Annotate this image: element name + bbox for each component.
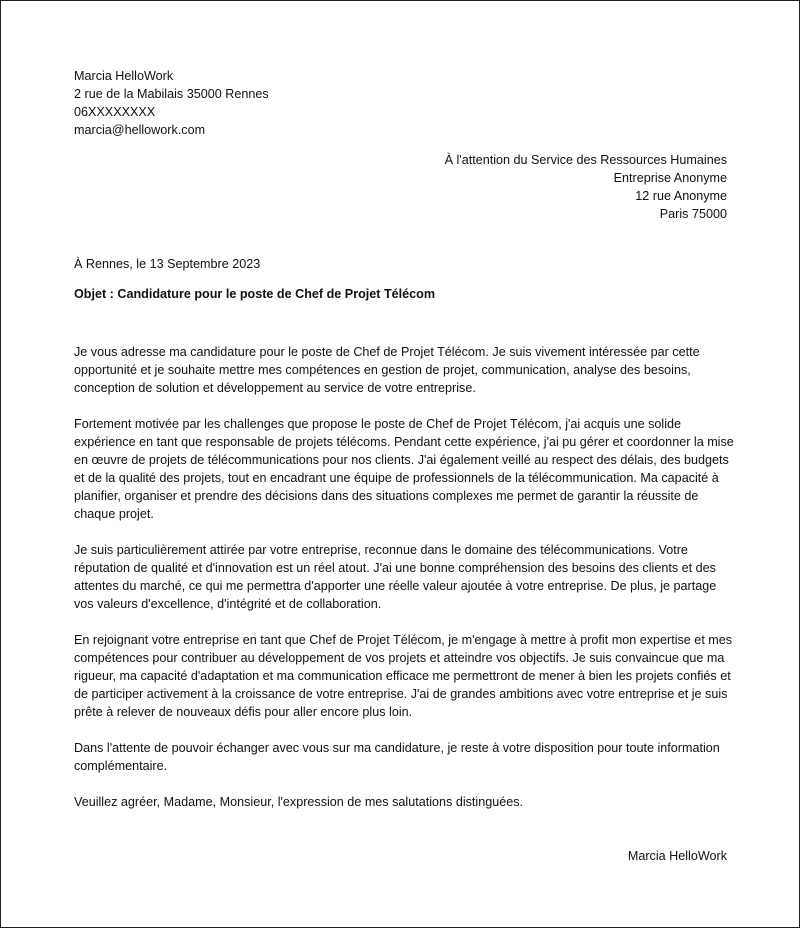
body-paragraph: Je vous adresse ma candidature pour le poste de Chef de Projet Télécom. Je suis vivement intéressée par cette opportunité et je souhaite mettre mes compétences en gestion de projet, communication, analyse des besoins, conception de solution et développement au service de votre entreprise. xyxy=(74,345,700,395)
closing-paragraph: Veuillez agréer, Madame, Monsieur, l'expression de mes salutations distinguées. xyxy=(74,795,524,809)
recipient-block xyxy=(367,151,727,223)
sender-address: 2 rue de la Mabilais 35000 Rennes xyxy=(74,87,269,101)
recipient-street: 12 rue Anonyme xyxy=(635,189,727,203)
recipient-city: Paris 75000 xyxy=(659,207,727,221)
sender-phone: 06XXXXXXXX xyxy=(74,105,156,119)
recipient-attention: À l'attention du Service des Ressources Humaines xyxy=(444,153,727,167)
body-paragraph: Je suis particulièrement attirée par votre entreprise, reconnue dans le domaine des télécommunications. Votre réputation de qualité et d'innovation est un réel atout. J'ai une bonne compréhension des besoins des clients et des attentes du marché, ce qui me permettra d'apporter une réelle valeur ajoutée à votre entreprise. De plus, je partage vos valeurs d'excellence, d'intégrité et de collaboration. xyxy=(74,543,717,611)
body-paragraph: Fortement motivée par les challenges que propose le poste de Chef de Projet Télécom, j'ai acquis une solide expérience en tant que responsable de projets télécoms. Pendant cette expérience, j'ai pu gérer et coordonner la mise en œuvre de projets de télécommunications pour nos clients. J'ai également veillé au respect des délais, des budgets et de la qualité des projets, tout en encadrant une équipe de professionnels de la télécommunication. Ma capacité à planifier, organiser et prendre des décisions dans des situations complexes me permet de garantir la réussite de chaque projet. xyxy=(74,417,734,521)
sender-block xyxy=(74,67,394,139)
subject-line: Objet : Candidature pour le poste de Chef de Projet Télécom xyxy=(74,287,436,301)
sender-email: marcia@hellowork.com xyxy=(74,123,206,137)
body-paragraph: En rejoignant votre entreprise en tant que Chef de Projet Télécom, je m'engage à mettre à profit mon expertise et mes compétences pour contribuer au développement de vos projets et atteindre vos objectifs. Je suis convaincue que ma rigueur, ma capacité d'adaptation et ma communication efficace me permettront de mener à bien les projets confiés et de participer activement à la croissance de votre entreprise. J'ai de grandes ambitions avec votre entreprise et je suis prête à relever de nouveaux défis pour aller encore plus loin. xyxy=(74,633,733,719)
recipient-company: Entreprise Anonyme xyxy=(613,171,727,185)
date-line: À Rennes, le 13 Septembre 2023 xyxy=(74,257,261,271)
signature: Marcia HelloWork xyxy=(627,849,727,863)
letter-body xyxy=(74,343,734,829)
body-paragraph: Dans l'attente de pouvoir échanger avec vous sur ma candidature, je reste à votre disposition pour toute information complémentaire. xyxy=(74,741,720,773)
sender-name: Marcia HelloWork xyxy=(74,69,174,83)
